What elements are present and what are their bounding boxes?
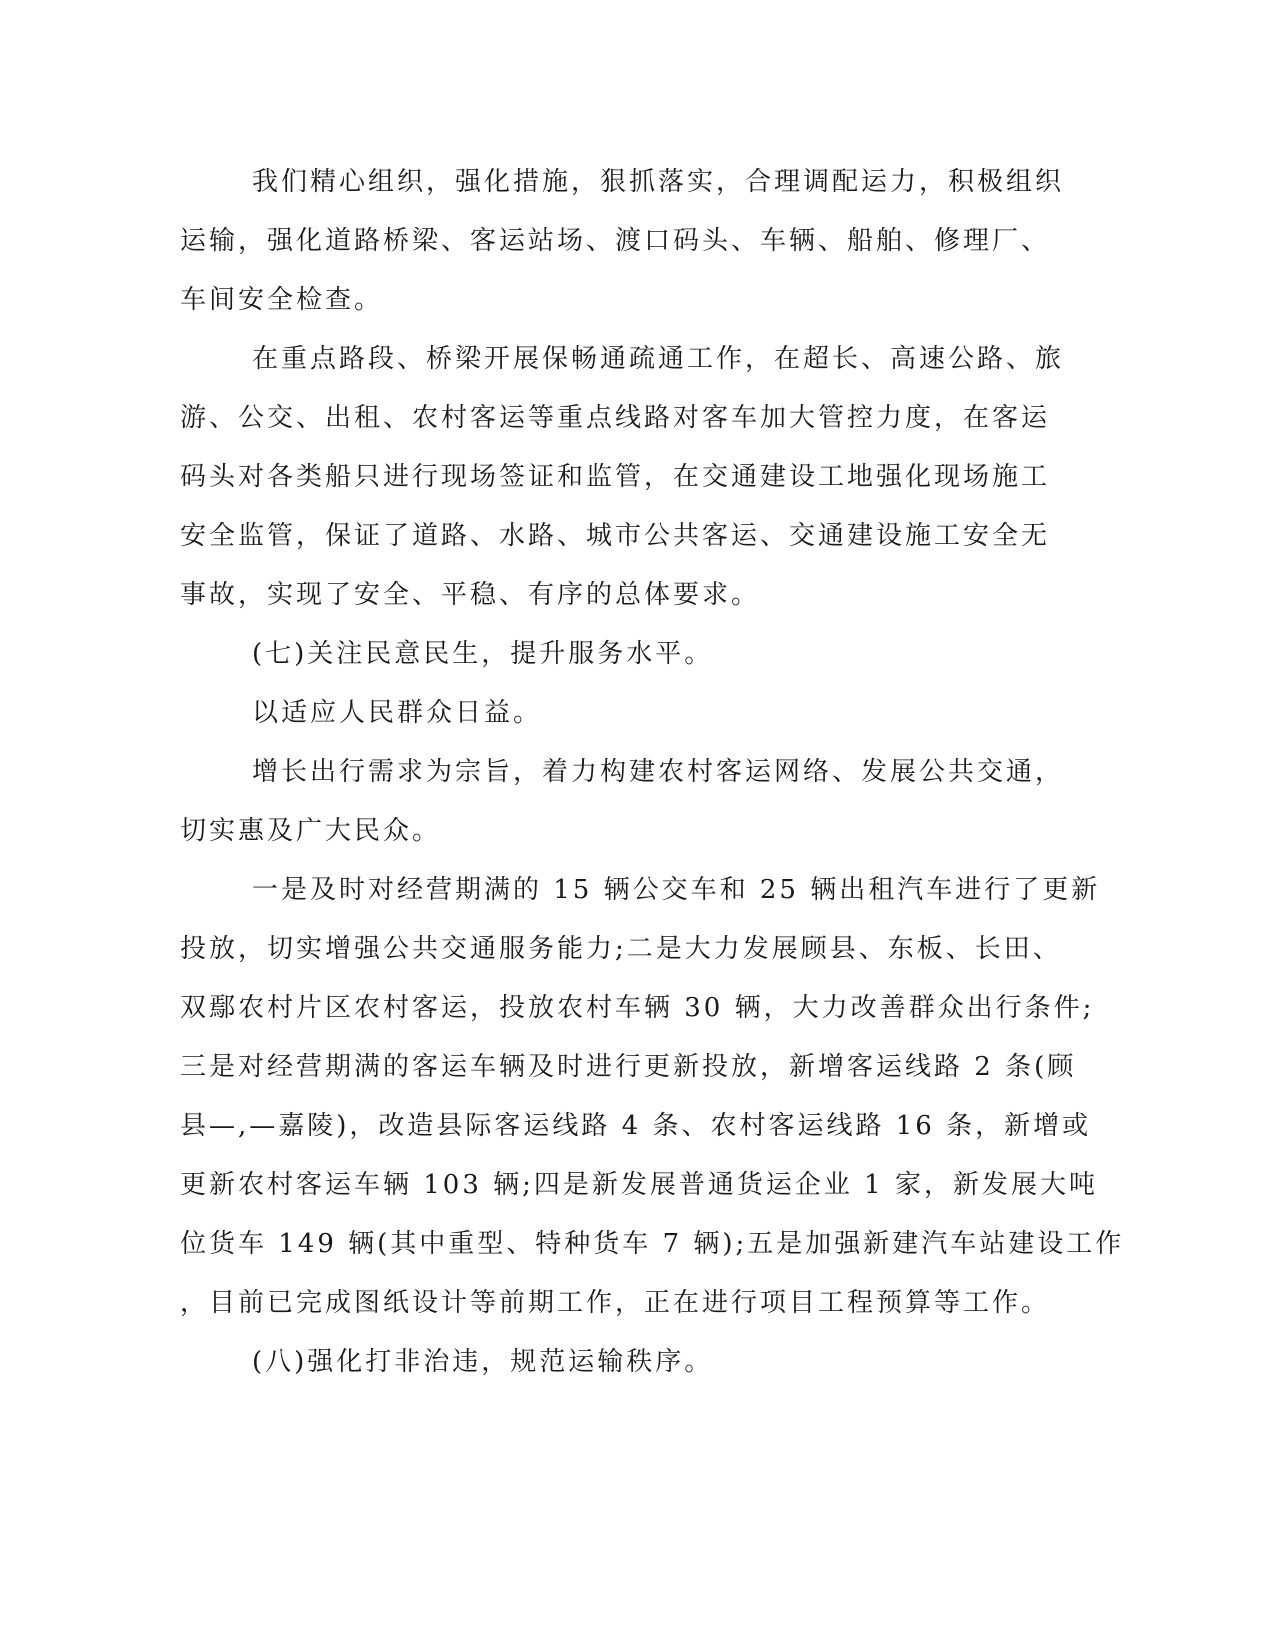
text-line: 位货车 149 辆(其中重型、特种货车 7 辆);五是加强新建汽车站建设工作: [180, 1229, 1125, 1259]
text-line: 游、公交、出租、农村客运等重点线路对客车加大管控力度，在客运: [180, 403, 1051, 433]
section-heading: (七)关注民意民生，提升服务水平。: [252, 639, 714, 669]
text-line: 更新农村客运车辆 103 辆;四是新发展普通货运企业 1 家，新发展大吨: [180, 1170, 1098, 1200]
text-line: 事故，实现了安全、平稳、有序的总体要求。: [180, 580, 761, 610]
text-line: 双鄢农村片区农村客运，投放农村车辆 30 辆，大力改善群众出行条件;: [180, 993, 1095, 1023]
text-line: 在重点路段、桥梁开展保畅通疏通工作，在超长、高速公路、旅: [252, 344, 1065, 374]
text-line: 车间安全检查。: [180, 285, 384, 315]
text-line: 县—,—嘉陵)，改造县际客运线路 4 条、农村客运线路 16 条，新增或: [180, 1111, 1092, 1141]
text-line: 运输，强化道路桥梁、客运站场、渡口码头、车辆、船舶、修理厂、: [180, 226, 1051, 256]
text-line: 我们精心组织，强化措施，狠抓落实，合理调配运力，积极组织: [252, 167, 1065, 197]
text-line: 三是对经营期满的客运车辆及时进行更新投放，新增客运线路 2 条(顾: [180, 1052, 1077, 1082]
text-line: 一是及时对经营期满的 15 辆公交车和 25 辆出租汽车进行了更新: [252, 875, 1101, 905]
section-heading: (八)强化打非治违，规范运输秩序。: [252, 1347, 714, 1377]
text-line: 增长出行需求为宗旨，着力构建农村客运网络、发展公共交通，: [252, 757, 1065, 787]
text-line: 以适应人民群众日益。: [252, 698, 543, 728]
text-line: 安全监管，保证了道路、水路、城市公共客运、交通建设施工安全无: [180, 521, 1051, 551]
text-line: 码头对各类船只进行现场签证和监管，在交通建设工地强化现场施工: [180, 462, 1051, 492]
text-line: ，目前已完成图纸设计等前期工作，正在进行项目工程预算等工作。: [180, 1288, 1051, 1318]
text-line: 投放，切实增强公共交通服务能力;二是大力发展顾县、东板、长田、: [180, 934, 1062, 964]
text-line: 切实惠及广大民众。: [180, 816, 442, 846]
